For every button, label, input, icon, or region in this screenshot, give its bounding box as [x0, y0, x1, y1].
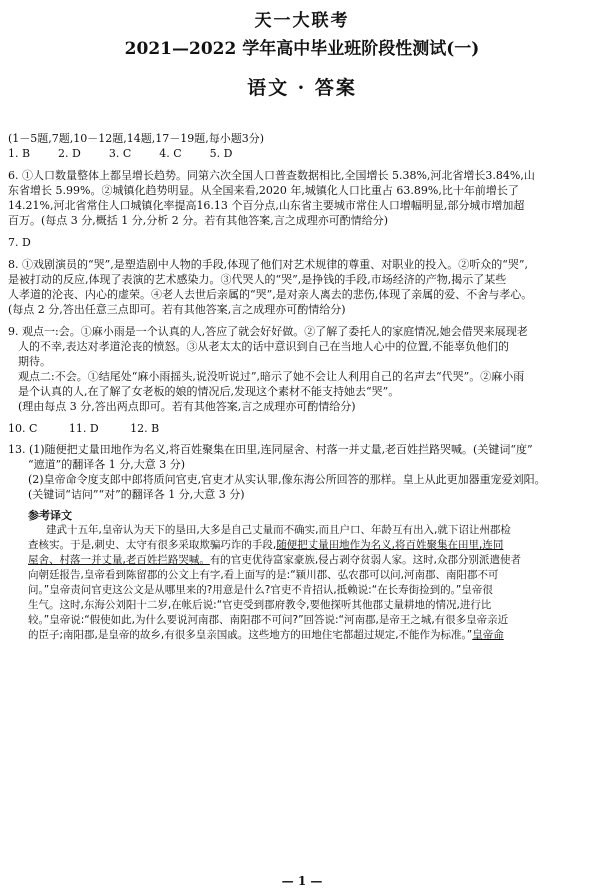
q9-line: 期待。 — [18, 355, 51, 368]
q6-line: 14.21%,河北省常住人口城镇化率提高16.13 个百分点,山东省主要城市常住人口增幅明显,部分城市增加超 — [8, 199, 525, 212]
q13-line: (关键词“诘问”“对”的翻译各 1 分,大意 3 分) — [28, 488, 245, 501]
translation-segment: 的臣子;南阳郡,是皇帝的故乡,有很多皇亲国戚。这些地方的田地住宅都超过规定,不能作为标准。” — [28, 629, 473, 641]
q8-line: 8. ①戏剧演员的“哭”,是塑造剧中人物的手段,体现了他们对艺术规律的尊重、对职业的投入。②听众的“哭”, — [8, 258, 528, 271]
q6-line: 百万。(每点 3 分,概括 1 分,分析 2 分。若有其他答案,言之成理亦可酌情给分) — [8, 214, 389, 227]
question-6 — [8, 168, 596, 228]
translation-line — [8, 628, 596, 643]
q13-line: (2)皇帝命令度支郎中郎将质问官吏,官吏才从实认罪,像东海公所回答的那样。皇上从此更加器重宠爱刘阳。 — [28, 473, 546, 486]
translation-line: 生气。这时,东海公刘阳十二岁,在帐后说:“官吏受到郡府教令,要他探听其他郡丈量耕地的情况,进行比 — [28, 599, 492, 611]
q9-line: 是个认真的人,在了解了女老板的娘的情况后,发现这个素材不能支持她去“哭”。 — [18, 385, 400, 398]
q13-line: “遮道”的翻译各 1 分,大意 3 分) — [28, 458, 186, 471]
translation-underlined-segment: 屋舍、村落一并丈量,老百姓拦路哭喊。 — [28, 554, 210, 566]
answer-content — [8, 131, 596, 643]
q9-line: 观点二:不会。①结尾处“麻小雨摇头,说没听说过”,暗示了她不会让人利用自己的名声去“代哭”。②麻小雨 — [18, 370, 525, 383]
translation-segment: 有的官吏优待富家豪族,侵占剥夺贫弱人家。这时,众郡分别派遣使者 — [209, 554, 522, 566]
q6-line: 东省增长 5.99%。②城镇化趋势明显。从全国来看,2020 年,城镇化人口比重占 63.89%,比十年前增长了 — [8, 184, 519, 197]
q9-line: (理由每点 3 分,答出两点即可。若有其他答案,言之成理亦可酌情给分) — [18, 400, 356, 413]
question-8 — [8, 257, 596, 317]
translation-line: 问。”皇帝责问官吏这公文是从哪里来的?用意是什么?官吏不肯招认,抵赖说:“在长寿街捡到的。”皇帝很 — [28, 584, 493, 596]
question-9 — [8, 324, 596, 414]
question-7: 7. D — [8, 236, 31, 249]
org-title: 天一大联考 — [254, 11, 350, 31]
translation-line: 向朝廷报告,皇帝看到陈留郡的公文上有字,看上面写的是:“颍川郡、弘农郡可以问,河南郡、南阳郡不可 — [28, 569, 499, 581]
translation-underlined-segment: 随便把丈量田地作为名义,将百姓聚集在田里,连同 — [276, 539, 504, 551]
translation-line — [8, 553, 596, 568]
question-13 — [8, 442, 596, 502]
exam-title: 2021—2022 学年高中毕业班阶段性测试(一) — [124, 39, 480, 59]
translation-segment: 查核实。于是,刺史、太守有很多采取欺骗巧诈的手段, — [28, 539, 277, 551]
scoring-note: (1－5题,7题,10－12题,14题,17－19题,每小题3分) — [8, 132, 265, 145]
translation-title: 参考译文 — [28, 509, 72, 522]
subject-title: 语文 · 答案 — [247, 77, 357, 99]
q13-line: 13. (1)随便把丈量田地作为名义,将百姓聚集在田里,连同屋舍、村落一并丈量,老百姓拦路哭喊。(关键词“度” — [8, 443, 533, 456]
q8-line: 人孝道的沦丧、内心的虚荣。④老人去世后亲属的“哭”,是对亲人离去的悲伤,体现了亲属的爱、不舍与孝心。 — [8, 288, 533, 301]
q8-line: (每点 2 分,答出任意三点即可。若有其他答案,言之成理亦可酌情给分) — [8, 303, 346, 316]
q9-line: 9. 观点一:会。①麻小雨是一个认真的人,答应了就会好好做。②了解了委托人的家庭情况,她会借哭来展现老 — [8, 325, 528, 338]
translation-line: 建武十五年,皇帝认为天下的垦田,大多是自己丈量而不确实,而且户口、年龄互有出入,就下诏让州郡检 — [46, 524, 511, 536]
translation-underlined-segment: 皇帝命 — [472, 629, 504, 641]
mc-answers-1-5: 1. B 2. D 3. C 4. C 5. D — [8, 147, 233, 160]
q6-line: 6. ①人口数量整体上都呈增长趋势。同第六次全国人口普查数据相比,全国增长 5.38%,河北省增长3.84%,山 — [8, 169, 535, 182]
translation-line: 较。”皇帝说:“假使如此,为什么要说河南郡、南阳郡不可问?”回答说:“河南郡,是帝王之城,有很多皇帝亲近 — [28, 614, 509, 626]
q8-line: 是被打动的反应,体现了表演的艺术感染力。③代哭人的“哭”,是挣钱的手段,市场经济的产物,揭示了某些 — [8, 273, 507, 286]
translation-line — [8, 538, 596, 553]
q9-line: 人的不幸,表达对孝道沦丧的愤怒。③从老太太的话中意识到自己在当地人心中的位置,不能辜负他们的 — [18, 340, 509, 353]
page-number: — 1 — — [281, 874, 323, 888]
reference-translation — [8, 523, 596, 643]
mc-answers-10-12: 10. C 11. D 12. B — [8, 422, 160, 435]
